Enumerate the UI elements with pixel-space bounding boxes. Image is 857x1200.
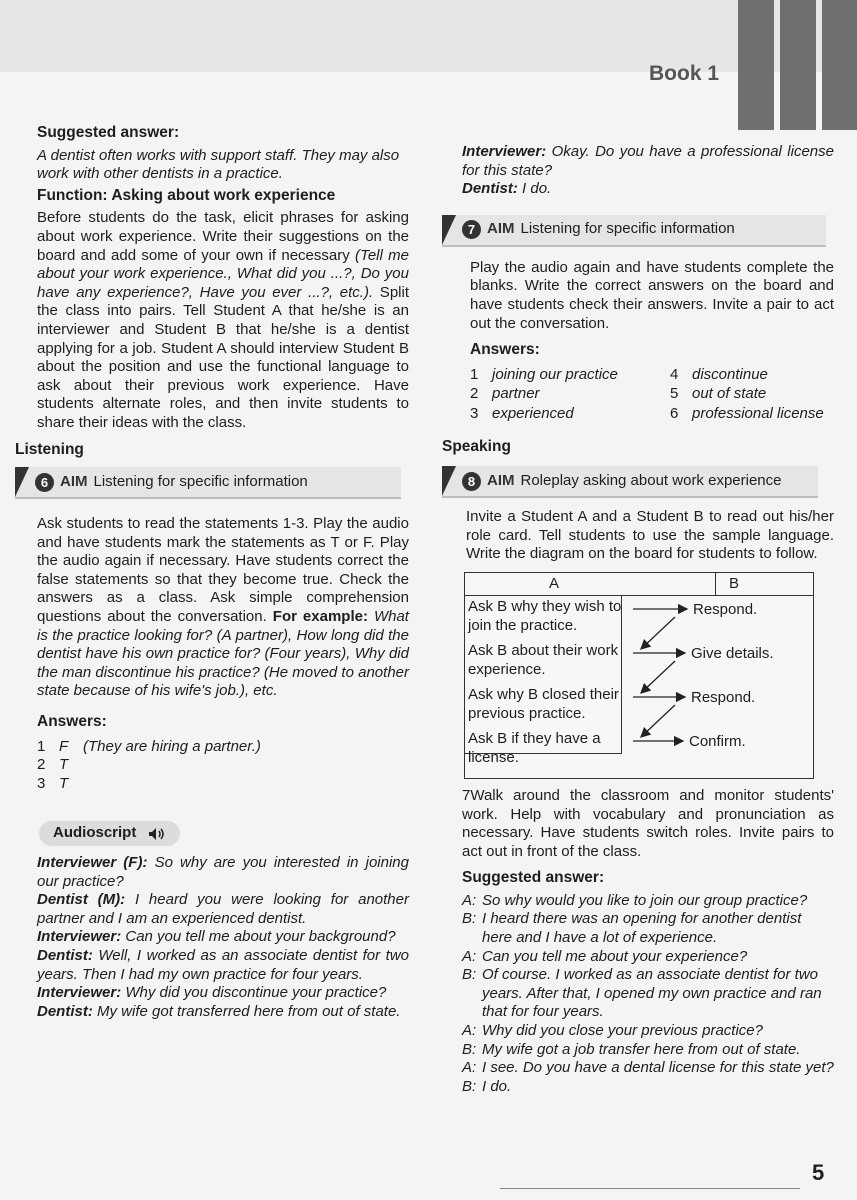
left-column [15,124,409,1021]
speaker: B: [462,910,477,928]
line-text: So why are you interested in joining our practice? [37,854,409,890]
aim-8-label: AIM [487,471,515,489]
banner-wedge [442,466,456,496]
aim-7-banner [442,215,826,247]
speaker: Dentist: [462,180,518,198]
answer-number: 1 [37,737,46,755]
function-heading: Function: Asking about work experience [37,186,336,204]
script-line [37,947,409,984]
diagram-b-item: Respond. [691,688,756,706]
aim-6-banner [15,467,401,499]
list-item [37,756,409,775]
line-text: Can you tell me about your experience? [482,947,748,965]
audioscript-text [37,854,409,1021]
line-text: Can you tell me about your background? [121,928,396,946]
header-band [0,0,857,72]
line-text: So why would you like to join our group practice? [482,891,808,909]
function-examples: (Tell me about your work experience., What did you ...?, Do you have any experience?, Have you ever ...?, etc.). [37,246,409,301]
list-item [37,738,409,757]
answer-note: (They are hiring a partner.) [83,737,261,755]
script-line [37,928,409,947]
footer-line [500,1188,800,1189]
aim-6-label: AIM [60,472,88,490]
line-text: I do. [482,1077,512,1095]
dialogue-line [462,910,834,947]
aim-8-number: 8 [462,472,481,491]
speaker: A: [462,1022,477,1040]
suggested-heading: Suggested answer: [37,124,180,141]
diagram-arrows [465,573,813,778]
banner-wedge [15,467,29,497]
listening-heading: Listening [15,440,84,458]
list-item [670,366,830,385]
aim-7-text: Listening for specific information [520,220,735,238]
speaker: B: [462,1077,477,1095]
step-7-paragraph: 7Walk around the classroom and monitor students' work. Help with vocabulary and pronunciation as necessary. Have students switch roles. Invite pairs to act out in front of the class. [462,786,834,860]
line-text: Of course. I worked as an associate dentist for two years. After that, I opened my own practice and ran that for four years. [482,966,822,1021]
dialogue-line [462,1059,834,1078]
answers-heading: Answers: [470,341,540,359]
script-line [37,891,409,928]
aim-6-number: 6 [35,473,54,492]
speaker-icon[interactable] [148,827,166,841]
function-text-cont: Split the class into pairs. Tell Student A that he/she is an interviewer and Student B that he/she is a dentist applying for a job. Student A should interview Student B about the position and use the functional language to ask about their previous work experience. Have students alternate roles, and then invite students to share their ideas with the class. [37,283,409,431]
diagram-b-item: Give details. [691,644,774,662]
decorative-bars [738,0,857,130]
a-line: Ask B why they wish to [468,597,622,615]
answer-text: professional license [692,404,824,422]
speaker: A: [462,947,477,965]
dialogue-line [462,1022,834,1041]
line-text: My wife got transferred here from out of state. [92,1002,401,1020]
speaker: Dentist (M): [37,891,126,909]
right-column [442,143,834,1096]
suggested-text: A dentist often works with support staff. They may also work with other dentists in a practice. [37,146,400,183]
line-text: I do. [517,180,552,198]
audioscript-continued [462,143,834,199]
answer-value: T [59,774,69,792]
dialogue-line [462,948,834,967]
answer-number: 3 [470,404,479,422]
speaker: Interviewer: [462,143,547,160]
function-paragraph [37,209,409,432]
script-line [462,143,834,180]
answer-value: F [59,737,69,755]
audioscript-label: Audioscript [53,824,137,842]
a-line: join the practice. [468,616,578,634]
answer-text: experienced [492,404,574,422]
line-text: Why did you discontinue your practice? [121,984,387,1002]
aim-6-instructions: Ask students to read the statements 1-3. Play the audio and have students mark the statements as T or F. Play the audio again if necessary. Have students correct the false statements so that they become true. Check the answers as a class. Ask simple comprehension questions about the conversation. [37,515,409,626]
answer-number: 3 [37,774,46,792]
a-line: license. [468,748,519,766]
list-item [470,405,670,424]
dialogue-line [462,892,834,911]
speaker: A: [462,891,477,909]
a-line: Ask B about their work [468,641,619,659]
answer-value: T [59,756,69,774]
answer-text: joining our practice [492,365,618,383]
suggested-heading: Suggested answer: [462,869,605,887]
list-item [37,775,409,794]
list-item [470,385,670,404]
answer-text: out of state [692,385,767,403]
aim-6-paragraph [37,515,409,701]
answer-text: discontinue [692,365,768,383]
answer-number: 6 [670,404,679,422]
book-title: Book 1 [649,62,720,85]
speaker: A: [462,1059,477,1077]
a-line: previous practice. [468,704,586,722]
answers-list [462,366,834,424]
script-line [37,854,409,891]
audioscript-badge[interactable] [39,821,409,846]
answer-number: 4 [670,365,679,383]
a-line: experience. [468,660,546,678]
line-text: My wife got a job transfer here from out of state. [482,1040,801,1058]
answer-number: 2 [37,756,46,774]
example-label: For example: [272,608,368,626]
dialogue-line [462,1078,834,1097]
speaker: B: [462,1040,477,1058]
line-text: Well, I worked as an associate dentist for two years. Then I had my own practice for four years. [37,946,409,983]
example-text: What is the practice looking for? (A partner), How long did the dentist have his own practice for? (Four years), Why did the man discontinue his practice? (He moved to another state because of his wife's job.), etc. [37,608,409,700]
script-line [37,1003,409,1022]
speaker: Interviewer (F): [37,854,148,871]
suggested-dialogue [462,892,834,1097]
diagram-b-item: Confirm. [689,732,746,750]
script-line [462,180,834,199]
answer-number: 1 [470,365,479,383]
answers-list [37,738,409,794]
speaking-heading: Speaking [442,437,511,455]
a-line: Ask why B closed their [468,685,619,703]
line-text: I see. Do you have a dental license for this state yet? [482,1059,834,1077]
page-number: 5 [812,1160,825,1185]
answers-heading: Answers: [37,713,107,731]
dialogue-line [462,1041,834,1060]
answer-number: 5 [670,385,679,403]
dialogue-line [462,966,834,1022]
list-item [670,405,830,424]
line-text: I heard there was an opening for another dentist here and I have a lot of experience. [482,910,802,947]
list-item [470,366,670,385]
answer-text: partner [492,385,540,403]
answer-number: 2 [470,385,479,403]
speaker: Interviewer: [37,928,122,946]
diagram-head-b: B [729,574,740,592]
speaker: Interviewer: [37,984,122,1002]
function-text: Before students do the task, elicit phrases for asking about work experience. Write their suggestions on the board and add some of your own if necessary [37,209,409,264]
script-line [37,984,409,1003]
aim-7-label: AIM [487,220,515,238]
speaker: B: [462,966,477,984]
diagram-head-a: A [549,574,560,592]
line-text: I heard you were looking for another partner and I am an experienced dentist. [37,891,409,927]
aim-7-number: 7 [462,220,481,239]
list-item [670,385,830,404]
aim-6-text: Listening for specific information [93,472,308,490]
aim-8-banner [442,466,818,498]
audioscript-pill[interactable] [39,821,180,846]
aim-7-paragraph: Play the audio again and have students complete the blanks. Write the correct answers on the board and have students check their answers. Invite a pair to act out the conversation. [470,258,834,332]
line-text: Okay. Do you have a professional license for this state? [462,143,834,179]
speaker: Dentist: [37,946,93,964]
aim-8-text: Roleplay asking about work experience [520,471,782,489]
aim-8-paragraph: Invite a Student A and a Student B to read out his/her role card. Tell students to use the sample language. Write the diagram on the board for students to follow. [466,508,834,563]
roleplay-diagram [464,572,814,779]
line-text: Why did you close your previous practice? [482,1022,763,1040]
a-line: Ask B if they have a [468,729,601,747]
speaker: Dentist: [37,1002,93,1020]
banner-wedge [442,215,456,245]
diagram-b-item: Respond. [693,600,758,618]
